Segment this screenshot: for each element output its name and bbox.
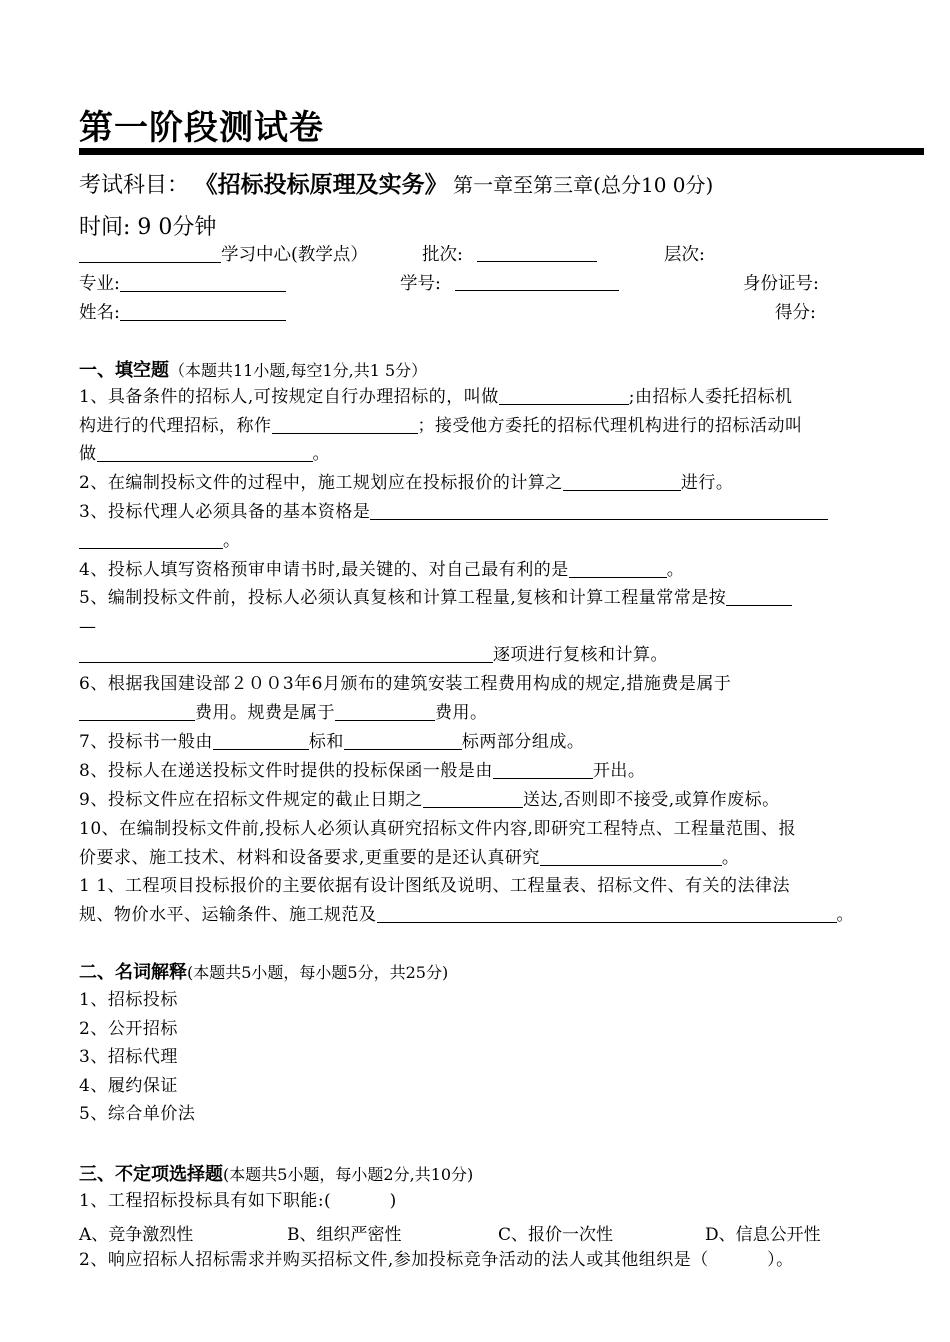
q10-text-c: 。	[721, 847, 740, 868]
q11-text-c: 。	[836, 904, 854, 925]
q5-text-a: 5、编制投标文件前，投标人必须认真复核和计算工程量,复核和计算工程量常常是按	[79, 588, 727, 608]
q8-blank[interactable]	[493, 761, 593, 779]
section3-header	[79, 1160, 473, 1186]
fill-question-10	[79, 815, 879, 872]
choice-question-1: 1、工程招标投标具有如下职能:( )	[79, 1191, 397, 1211]
major-blank[interactable]	[120, 274, 286, 293]
q1-blank-1[interactable]	[499, 387, 629, 405]
batch-label: 批次:	[422, 245, 463, 265]
fill-question-8	[79, 757, 879, 786]
student-no-blank[interactable]	[455, 272, 619, 291]
option-a[interactable]: A、竞争激烈性	[79, 1225, 194, 1245]
q1-text-a: 1、具备条件的招标人,可按规定自行办理招标的，叫做	[79, 387, 499, 407]
section2-heading: 二、名词解释	[79, 962, 187, 983]
section2-list	[79, 986, 879, 1129]
term-item: 5、综合单价法	[79, 1104, 196, 1124]
fill-question-4	[79, 556, 879, 585]
term-item: 3、招标代理	[79, 1047, 178, 1067]
q4-text-a: 4、投标人填写资格预审申请书时,最关键的、对自己最有利的是	[79, 560, 569, 580]
q9-text-a: 9、投标文件应在招标文件规定的截止日期之	[79, 790, 423, 810]
q3-line-1	[79, 498, 879, 527]
q11-line-2	[79, 901, 879, 930]
level-label: 层次:	[664, 245, 705, 265]
term-item: 1、招标投标	[79, 990, 178, 1010]
student-no-label: 学号:	[400, 274, 441, 294]
section1-header	[79, 356, 427, 382]
section3-note: (本题共5小题，每小题2分,共10分)	[223, 1165, 474, 1184]
term-item: 4、履约保证	[79, 1075, 178, 1096]
section2-note: (本题共5小题，每小题5分，共25分)	[187, 963, 449, 982]
option-d[interactable]: D、信息公开性	[705, 1225, 821, 1245]
q1-text-c: 构进行的代理招标，称作	[79, 415, 272, 436]
q1-line-3	[79, 440, 879, 469]
q1-text-d: ；接受他方委托的招标代理机构进行的招标活动叫	[417, 415, 803, 436]
fill-question-7	[79, 728, 879, 757]
q11-text-b: 规、物价水平、运输条件、施工规范及	[79, 904, 377, 925]
q6-blank-2[interactable]	[335, 703, 435, 721]
q3-blank-1[interactable]	[370, 502, 828, 520]
q6-text-c: 费用。	[435, 702, 488, 723]
q7-blank-2[interactable]	[344, 732, 462, 750]
subject-label: 考试科目：	[79, 173, 190, 198]
name-blank[interactable]	[120, 303, 286, 322]
option-b[interactable]: B、组织严密性	[287, 1225, 402, 1245]
id-no-label: 身份证号:	[743, 274, 819, 294]
section3-heading: 三、不定项选择题	[79, 1164, 223, 1185]
score-label: 得分:	[775, 303, 816, 323]
option-c[interactable]: C、报价一次性	[498, 1225, 614, 1245]
q8-text-b: 开出。	[592, 761, 646, 781]
batch-blank[interactable]	[477, 243, 597, 262]
q3-text-a: 3、投标代理人必须具备的基本资格是	[79, 502, 371, 522]
subject-range: 第一章至第三章(总分10 0分)	[453, 173, 714, 197]
fill-question-5	[79, 584, 879, 670]
q1-line-1	[79, 383, 879, 412]
exam-time: 时间: 9 0分钟	[79, 215, 217, 240]
q7-text-a: 7、投标书一般由	[79, 732, 213, 752]
q1-blank-2[interactable]	[272, 416, 418, 434]
q2-blank[interactable]	[563, 473, 681, 491]
center-label: 学习中心(教学点）	[221, 245, 368, 265]
q4-text-b: 。	[666, 560, 685, 580]
section1-note: （本题共11小题,每空1分,共1 5分）	[169, 361, 428, 380]
section1-heading: 一、填空题	[79, 360, 169, 381]
q5-line-2: —	[79, 616, 97, 637]
subject-line	[79, 166, 713, 199]
center-line	[79, 241, 924, 266]
fill-question-1	[79, 383, 879, 469]
q5-line-1	[79, 584, 879, 613]
major-line	[79, 270, 924, 295]
page-title: 第一阶段测试卷	[79, 108, 324, 148]
q3-line-2	[79, 527, 879, 556]
q10-line-1: 10、在编制投标文件前,投标人必须认真研究招标文件内容,即研究工程特点、工程量范围、报	[79, 819, 796, 839]
q3-blank-2[interactable]	[79, 531, 223, 549]
q2-text-a: 2、在编制投标文件的过程中，施工规划应在投标报价的计算之	[79, 473, 563, 493]
center-blank[interactable]	[79, 245, 221, 264]
q1-line-2	[79, 412, 879, 441]
q5-blank-2[interactable]	[79, 645, 493, 663]
term-item: 2、公开招标	[79, 1018, 178, 1039]
q7-blank-1[interactable]	[213, 732, 309, 750]
q10-blank[interactable]	[540, 848, 722, 866]
q9-blank[interactable]	[423, 790, 523, 808]
subject-name: 《招标投标原理及实务》	[194, 172, 448, 198]
fill-question-9	[79, 786, 879, 815]
q8-text-a: 8、投标人在递送投标文件时提供的投标保函一般是由	[79, 761, 493, 781]
q3-text-b: 。	[223, 530, 241, 551]
q1-text-b: ;由招标人委托招标机	[628, 387, 793, 407]
name-line	[79, 299, 924, 324]
section2-header	[79, 958, 448, 984]
q6-text-b: 费用。规费是属于	[195, 702, 335, 723]
q1-text-e: 做	[79, 444, 97, 464]
q2-text-b: 进行。	[680, 473, 734, 493]
q5-text-c: 逐项进行复核和计算。	[493, 645, 668, 665]
q1-blank-3[interactable]	[97, 444, 313, 462]
q1-text-f: 。	[312, 444, 330, 464]
q9-text-b: 送达,否则即不接受,或算作废标。	[522, 790, 780, 810]
fill-question-2	[79, 469, 879, 498]
fill-question-6	[79, 670, 879, 727]
name-label: 姓名:	[79, 303, 120, 323]
q7-text-c: 标两部分组成。	[461, 732, 585, 752]
choice-question-2: 2、响应招标人招标需求并购买招标文件,参加投标竞争活动的法人或其他组织是（ ）。	[79, 1250, 794, 1270]
q5-line-3	[79, 641, 879, 670]
q6-blank-1[interactable]	[79, 703, 195, 721]
major-label: 专业:	[79, 274, 120, 294]
q4-blank[interactable]	[569, 560, 667, 578]
fill-question-11	[79, 872, 879, 929]
q11-line-1: 1 1、工程项目投标报价的主要依据有设计图纸及说明、工程量表、招标文件、有关的法律法	[79, 876, 791, 896]
q7-text-b: 标和	[308, 732, 344, 752]
q6-line-1: 6、根据我国建设部２００3年6月颁布的建筑安装工程费用构成的规定,措施费是属于	[79, 674, 732, 694]
q11-blank[interactable]	[377, 905, 837, 923]
fill-question-3	[79, 498, 879, 555]
q10-line-2	[79, 844, 879, 873]
q10-text-b: 价要求、施工技术、材料和设备要求,更重要的是还认真研究	[79, 847, 540, 868]
title-divider	[79, 148, 924, 155]
q6-line-2	[79, 699, 879, 728]
q5-blank-1[interactable]	[726, 588, 792, 606]
